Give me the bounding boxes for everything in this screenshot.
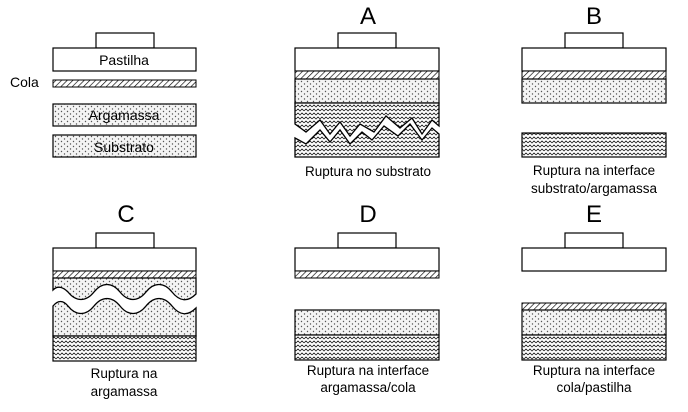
panel-c-mortar-lower xyxy=(53,299,196,337)
panel-c-mortar-upper xyxy=(53,278,196,300)
panel-a-substrate-upper xyxy=(295,103,439,136)
panel-b-caption-line2: substrato/argamassa xyxy=(530,181,658,196)
panel-d-tile-cap xyxy=(338,233,396,248)
panel-a-tile-cap xyxy=(338,33,396,48)
panel-e-substrate xyxy=(522,335,666,360)
panel-a-letter: A xyxy=(359,3,377,30)
panel-c xyxy=(53,201,196,399)
panel-b xyxy=(522,3,666,196)
panel-a-tile xyxy=(295,48,439,71)
panel-d-caption-line2: argamassa/cola xyxy=(320,380,416,395)
panel-c-adhesive xyxy=(53,271,196,278)
panel-a-adhesive xyxy=(295,71,439,79)
panel-d-adhesive xyxy=(295,271,439,278)
legend-adhesive-label: Cola xyxy=(10,74,39,90)
panel-b-caption-line1: Ruptura na interface xyxy=(532,163,656,178)
legend xyxy=(10,33,196,157)
panel-b-substrate xyxy=(522,133,666,157)
panel-e-mortar xyxy=(522,310,666,335)
panel-e-caption-line2: cola/pastilha xyxy=(556,380,632,395)
panel-c-caption-line1: Ruptura na xyxy=(90,366,158,381)
panel-e xyxy=(522,201,666,395)
panel-d xyxy=(295,201,439,395)
panel-d-caption-line1: Ruptura na interface xyxy=(306,363,430,378)
panel-a-caption: Ruptura no substrato xyxy=(304,164,432,179)
panel-b-mortar xyxy=(522,79,666,103)
panel-b-adhesive xyxy=(522,71,666,79)
panel-e-adhesive xyxy=(522,303,666,310)
panel-b-tile xyxy=(522,48,666,71)
panel-c-caption-line2: argamassa xyxy=(90,384,158,399)
panel-a-substrate-lower xyxy=(295,124,439,157)
panel-e-tile xyxy=(522,248,666,271)
legend-mortar-label: Argamassa xyxy=(88,107,160,123)
panel-c-letter: C xyxy=(117,201,135,228)
panel-e-letter: E xyxy=(585,201,603,228)
legend-adhesive xyxy=(53,80,196,87)
panel-e-caption-line1: Ruptura na interface xyxy=(532,363,656,378)
legend-tile-label: Pastilha xyxy=(99,52,149,68)
panel-b-tile-cap xyxy=(565,33,623,48)
panel-a-mortar xyxy=(295,79,439,103)
legend-tile-cap xyxy=(96,33,154,48)
legend-substrate-label: Substrato xyxy=(94,139,154,155)
panel-c-tile xyxy=(53,248,196,271)
panel-c-tile-cap xyxy=(96,233,154,248)
panel-d-tile xyxy=(295,248,439,271)
panel-d-mortar xyxy=(295,310,439,335)
panel-e-tile-cap xyxy=(565,233,623,248)
panel-c-substrate xyxy=(53,336,196,361)
panel-d-letter: D xyxy=(359,201,377,228)
panel-d-substrate xyxy=(295,335,439,360)
panel-a xyxy=(295,3,439,179)
panel-b-letter: B xyxy=(585,3,603,30)
